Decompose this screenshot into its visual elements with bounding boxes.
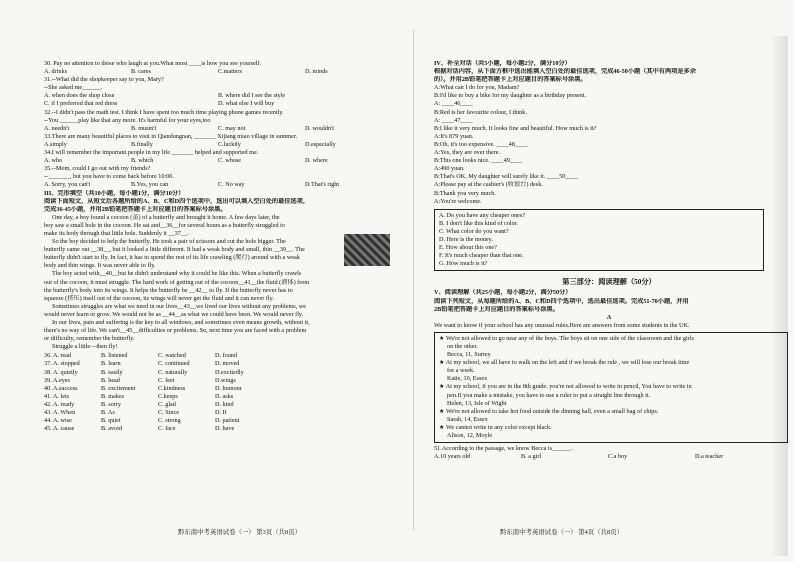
- option: B. sorry: [101, 400, 121, 408]
- options-30: [44, 68, 392, 76]
- section4-instruction: 的）。并用2B铅笔把答题卡上对应题目的答案标号涂黑。: [434, 76, 587, 84]
- passage-line: make its body through that little hole. Suddenly it __37__.: [44, 229, 189, 237]
- option: D. minds: [305, 68, 328, 76]
- option: A. Sorry, you can't: [44, 181, 91, 189]
- option: B. where did I see the style: [218, 92, 286, 100]
- option: D. asks: [215, 392, 234, 400]
- option: D. found: [215, 352, 237, 360]
- option: C. face: [158, 425, 176, 433]
- rule-item: ★ At my school, if you are in the 8th grade. you're not allowed to write in pencil, You have to write in: [439, 383, 692, 391]
- option: D. wouldn't: [305, 124, 334, 132]
- dialog-option: E. How about this one?: [439, 244, 497, 252]
- option: B. which: [131, 157, 154, 165]
- option: D. patient: [215, 417, 240, 425]
- section4-title: IV、补全对话（共5小题，每小题2分，满分10分）: [434, 60, 571, 67]
- option: 36. A. read: [44, 352, 72, 360]
- option: 45. A. cause: [44, 425, 75, 433]
- butterfly-cocoon-image: [344, 234, 390, 266]
- option: A. drinks: [44, 68, 68, 76]
- options-33: [44, 141, 392, 149]
- passage-line: Struggle a little—then fly!: [52, 343, 118, 351]
- option: B. As: [101, 409, 115, 417]
- passage-line: Sometimes struggles are what we need in our lives__43__we lived our lives without any problems, we: [52, 302, 306, 310]
- option: D.wings: [215, 376, 236, 384]
- passage-line: So the boy decided to help the butterfly. He took a pair of scissors and cut the hole bigger. The: [52, 238, 286, 246]
- option: 43. A. When: [44, 409, 76, 417]
- options-35: [44, 181, 392, 189]
- section3-instruction: 阅读下面短文，从短文后各题所给的A、B、C和D四个选项中，选出可以填入空白处的最佳选项，: [44, 197, 310, 205]
- section4-instruction: 根据对话内容，从下面方框中选出能填入空白处的最佳选项，完成46-50小题（其中有两项是多余: [434, 68, 696, 76]
- option: B.Yes, you can: [131, 181, 169, 189]
- option: B. quiet: [101, 417, 121, 425]
- rule-item: for a week.: [447, 367, 475, 375]
- passage-line: or difficulty, remember the butterfly.: [44, 335, 135, 343]
- option: 39. A.eyes: [44, 376, 70, 384]
- options-31a: [44, 92, 392, 100]
- options-31b: [44, 100, 392, 108]
- rule-item: ★ We're not allowed to take hot food outside the dinning hall, even a small bag of chips.: [439, 407, 659, 415]
- question-31: 31.--What did the shopkeeper say to you, Mary?: [44, 76, 164, 84]
- dialog-line: B:This one looks nice. ____49____: [434, 157, 523, 165]
- option: C. naturally: [158, 368, 188, 376]
- passage-label: A: [606, 313, 612, 321]
- option: B. easily: [101, 368, 123, 376]
- passage-line: In our lives, pain and suffering is the key to all windows, and sometimes even means growth, without it,: [52, 319, 310, 326]
- option: D.That's right: [305, 181, 340, 189]
- section5-instruction: 2B铅笔把答题卡上对应题目的答案标号涂黑。: [434, 305, 559, 313]
- rule-author: Katie, 10, Essex: [447, 375, 488, 383]
- rule-item: ★ We cannot write in any color except black.: [439, 423, 552, 431]
- section3-instruction: 完成36-45小题，并用2B铅笔把答题卡上对应题目的答案标号涂黑。: [44, 205, 227, 213]
- passage-line: out of the cocoon, it must struggle. The hard work of getting out of the cocoon__41__the fluid (液体) from: [44, 278, 310, 286]
- option: C. feet: [158, 376, 175, 384]
- question-30: 30. Pay no attention to those who laugh at you.What most ____is how you see yourself.: [44, 60, 262, 67]
- option: C. No way: [218, 181, 245, 189]
- question-32: 32.--I didn't pass the math test. I think I have spent too much time playing phone games recently.: [44, 108, 284, 116]
- passage-line: squeeze (挤压) itself out of the cocoon, its wings will never get the fluid and it can never fly.: [44, 294, 274, 302]
- option: C.kindness: [158, 384, 186, 392]
- passage-line: there's no way of life. We can't__45__difficulties or problems. So, next time you are faced with a problem: [44, 327, 307, 335]
- passage-line: boy saw a small hole in the cocoon. He sat and__36__for several hours as a butterfly struggled to: [44, 221, 285, 229]
- dialog-line: A:You're welcome.: [434, 197, 482, 205]
- cloze-options-grid: [44, 352, 392, 433]
- option: B. makes: [101, 392, 125, 400]
- option: C. if I preferred that red dress: [44, 100, 118, 108]
- dialog-line: A: ____46____: [434, 100, 473, 108]
- dialog-line: B:That's OK. My daughter will surely like it. ____50____: [434, 173, 578, 181]
- option: B. mustn't: [131, 124, 157, 132]
- question-35-reply: --_______, but you have to come back before 10:00.: [44, 173, 174, 181]
- option: 37. A. stopped: [44, 360, 80, 368]
- passage-intro: We want to know if your school has any unusual rules.Here are answers from some students in the UK.: [434, 321, 690, 329]
- passage-line: the butterfly's body into its wings. It helps the butterfly be __42__ to fly. If the butterfly never has to: [44, 286, 293, 294]
- options-34: [44, 157, 392, 165]
- rule-author: Becca, 11, Surrey: [447, 351, 491, 359]
- rule-item: ★ At my school, we all have to walk on the left and if we break the rule , we will lose our break time: [439, 359, 690, 367]
- option: D. what else I will buy: [218, 100, 275, 108]
- passage-line: body and thin wings. It was never able to fly.: [44, 262, 156, 270]
- option: C. may not: [218, 124, 246, 132]
- dialog-line: A:Please pay at the cashier's (收银台) desk.: [434, 181, 543, 189]
- question-51: 51.According to the passage, we know Becca is______.: [434, 445, 573, 453]
- question-34: 34.I will remember the important people in my life _______ helped and supported me.: [44, 149, 259, 157]
- options-51: [434, 453, 784, 461]
- dialog-option: B. I don't like this kind of color.: [439, 219, 518, 227]
- option: A.simply: [44, 140, 67, 148]
- passage-line: One day, a boy found a cocoon (茧) of a butterfly and brought it home. A few days later, the: [52, 213, 280, 221]
- page-divider: [413, 30, 414, 530]
- rules-box: [434, 332, 788, 443]
- dialog-option: A. Do you have any cheaper ones?: [439, 211, 526, 219]
- rule-item: on the other.: [447, 343, 478, 350]
- option: 38. A. quietly: [44, 368, 78, 376]
- option: B. cares: [131, 68, 151, 76]
- dialog-option: F. It's much cheaper than that one.: [439, 252, 524, 260]
- dialog-line: B:I like it very much. It looks fine and beautiful. How much is it?: [434, 124, 597, 132]
- question-31-reply: --She asked me______.: [44, 84, 103, 92]
- option: A. when does the shop close: [44, 92, 115, 100]
- option: 40. A.success: [44, 384, 78, 392]
- dialog-option: C. What color do you want?: [439, 227, 509, 235]
- option: C. continued: [158, 360, 190, 368]
- section5-instruction: 阅读下列短文，从每题所给的A、B、C和D四个选项中，选出最佳选项。完成51-70小题，并用: [434, 297, 689, 305]
- option: C. Since: [158, 409, 179, 417]
- passage-line: butterfly didn't start to fly. In fact, it has to spend the rest of its life crawling (爬行) around with a weak: [44, 254, 300, 262]
- dialog-line: A:It's 879 yuan.: [434, 132, 474, 140]
- option: B.finally: [131, 140, 153, 148]
- dialog-line: A:490 yuan.: [434, 165, 465, 173]
- option: C. strong: [158, 417, 181, 425]
- dialog-line: B:Oh, it's too expensive. ____48____: [434, 140, 528, 148]
- option: D. If: [215, 409, 227, 417]
- option: 42. A. ready: [44, 400, 75, 408]
- left-column: [44, 60, 392, 433]
- option: D.excitedly: [215, 368, 244, 376]
- rule-author: Sarah, 14, Essex: [447, 415, 488, 423]
- rule-author: Alison, 12, Moyle: [447, 432, 493, 440]
- question-32-reply: --You ______play like that any more. It's harmful for your eyes,too: [44, 116, 211, 124]
- option: C. watched: [158, 352, 186, 360]
- rule-item: ★ We're not allowed to go near any of the boys. The boys sit on one side of the classroom and the girls: [439, 334, 694, 342]
- option: A.10 years old: [434, 453, 471, 461]
- option: B. a girl: [521, 453, 542, 461]
- option: C.a boy: [608, 453, 628, 461]
- passage-line: would never learn or grow. We would not be as __44__as what we could have been. We would never fly.: [44, 310, 304, 318]
- option: C. whose: [218, 157, 242, 165]
- option: B. head: [101, 376, 120, 384]
- dialog-line: B:Red is her favourite colour, I think.: [434, 108, 527, 116]
- options-32: [44, 125, 392, 133]
- option: C. glad: [158, 400, 176, 408]
- option: C.matters: [218, 68, 242, 76]
- option: A. needn't: [44, 124, 70, 132]
- option: 44. A. wise: [44, 417, 72, 425]
- dialog-line: A:What can I do for you, Madam?: [434, 84, 520, 92]
- option: A. who: [44, 157, 63, 165]
- question-33: 33.There are many beautiful places to visit in Qiandongnan, _______ Xijiang miao village in summer.: [44, 132, 298, 140]
- dialog-line: A:Yes, they are over there.: [434, 149, 501, 157]
- option: D. humour: [215, 384, 242, 392]
- option: D.a teacher: [695, 453, 724, 461]
- dialog-line: B:I'd like to buy a bike for my daughter as a birthday present.: [434, 92, 587, 100]
- left-footer: 黔东南中考英语试卷（一） 第3页（共8页）: [178, 529, 302, 536]
- right-column: [434, 60, 784, 461]
- dialog-option: G. How much is it?: [439, 260, 488, 268]
- option: B. avoid: [101, 425, 122, 433]
- option: B. learn: [101, 360, 121, 368]
- question-35: 35.--Mom, could I go out with my friends?: [44, 165, 151, 173]
- option: D. where: [305, 157, 328, 165]
- option: C.luckily: [218, 140, 241, 148]
- passage-line: butterfly came out __38__, but it looked a little different. It had a weak body and small, thin __39__. The: [44, 246, 305, 254]
- option: B. listened: [101, 352, 128, 360]
- section5-title: V、阅读理解（共25小题，每小题2分，满分50分）: [434, 289, 572, 297]
- passage-line: The boy acted with__40__but he didn't understand why it could be like this. When a butterfly crawls: [52, 270, 302, 278]
- option: B. excitement: [101, 384, 136, 392]
- dialog-line: B:Thank you very much.: [434, 189, 496, 197]
- option: 41. A. lets: [44, 392, 70, 400]
- option: D. moved: [215, 360, 240, 368]
- option: D. have: [215, 425, 235, 433]
- section3-title: III、完形填空（共10小题，每小题1分，满分10分）: [44, 189, 185, 197]
- dialog-option: D. Here is the money.: [439, 235, 493, 243]
- right-footer: 黔东南中考英语试卷（一） 第4页（共8页）: [500, 529, 624, 536]
- dialog-options-box: [434, 209, 764, 272]
- rule-author: Helen, 13, Isle of Wight: [447, 399, 507, 407]
- dialog-line: A: ____47____: [434, 116, 473, 124]
- option: D.especially: [305, 140, 336, 148]
- part3-title: 第三部分：阅读理解（50分）: [562, 278, 656, 287]
- option: D. kind: [215, 400, 234, 408]
- option: C.keeps: [158, 392, 178, 400]
- rule-item: pen.If you make a mistake, you have to use a ruler to put a straight line through it.: [447, 391, 651, 399]
